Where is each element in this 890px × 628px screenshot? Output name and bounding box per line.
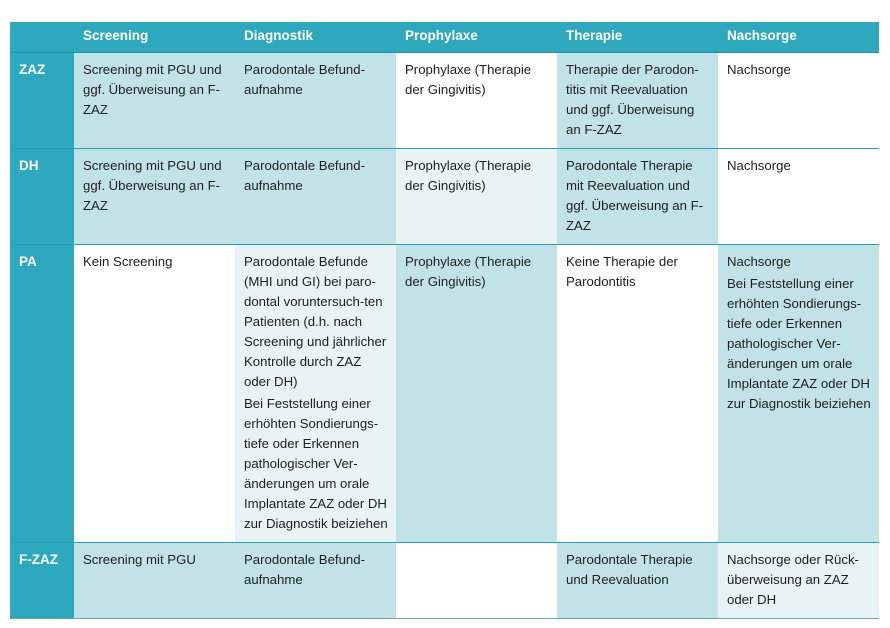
cell-text: Parodontale Befunde (MHI und GI) bei paro-dontal voruntersuch-ten Patienten (d.h. nach Screening und jährlicher Kontrolle durch ZAZ oder DH) xyxy=(244,254,387,389)
cell-text: Therapie der Parodon-titis mit Reevaluation und ggf. Überweisung an F-ZAZ xyxy=(566,62,699,137)
row-label: DH xyxy=(10,149,74,245)
cell-screening xyxy=(74,149,235,245)
cell-text: Prophylaxe (Therapie der Gingivitis) xyxy=(405,158,532,193)
cell-text: Bei Feststellung einer erhöhten Sondierungs-tiefe oder Erkennen pathologischer Ver-änderungen um orale Implantate ZAZ oder DH zur Diagnostik beiziehen xyxy=(727,276,871,411)
cell-diagnostik xyxy=(235,245,396,543)
cell-text: Prophylaxe (Therapie der Gingivitis) xyxy=(405,62,532,97)
header-nachsorge: Nachsorge xyxy=(718,22,879,53)
cell-therapie xyxy=(557,53,718,149)
cell-text: Nachsorge oder Rück-überweisung an ZAZ oder DH xyxy=(727,552,859,607)
cell-text: Parodontale Therapie mit Reevaluation und ggf. Überweisung an F-ZAZ xyxy=(566,158,704,233)
row-label: PA xyxy=(10,245,74,543)
cell-text: Nachsorge xyxy=(727,158,791,173)
cell-text: Parodontale Befund-aufnahme xyxy=(244,62,365,97)
table-header xyxy=(10,22,879,53)
header-corner-cell xyxy=(10,22,74,53)
cell-prophylaxe xyxy=(396,53,557,149)
cell-prophylaxe xyxy=(396,245,557,543)
header-therapie: Therapie xyxy=(557,22,718,53)
cell-text: Screening mit PGU und ggf. Überweisung an F-ZAZ xyxy=(83,158,222,213)
table-row xyxy=(10,245,879,543)
cell-screening xyxy=(74,245,235,543)
cell-screening xyxy=(74,53,235,149)
table-row xyxy=(10,53,879,149)
cell-diagnostik xyxy=(235,53,396,149)
header-screening: Screening xyxy=(74,22,235,53)
cell-text: Parodontale Befund-aufnahme xyxy=(244,158,365,193)
cell-text: Prophylaxe (Therapie der Gingivitis) xyxy=(405,254,532,289)
care-matrix-table xyxy=(10,22,879,619)
cell-text: Screening mit PGU xyxy=(83,552,196,567)
cell-diagnostik xyxy=(235,543,396,619)
cell-screening xyxy=(74,543,235,619)
row-label: F-ZAZ xyxy=(10,543,74,619)
cell-diagnostik xyxy=(235,149,396,245)
cell-nachsorge xyxy=(718,53,879,149)
cell-text: Keine Therapie der Parodontitis xyxy=(566,254,678,289)
cell-text: Nachsorge xyxy=(727,62,791,77)
cell-therapie xyxy=(557,245,718,543)
header-row xyxy=(10,22,879,53)
table-row xyxy=(10,543,879,619)
cell-nachsorge xyxy=(718,543,879,619)
cell-prophylaxe xyxy=(396,543,557,619)
cell-text: Screening mit PGU und ggf. Überweisung an F-ZAZ xyxy=(83,62,222,117)
cell-therapie xyxy=(557,543,718,619)
cell-therapie xyxy=(557,149,718,245)
header-prophylaxe: Prophylaxe xyxy=(396,22,557,53)
cell-text: Parodontale Befund-aufnahme xyxy=(244,552,365,587)
cell-nachsorge xyxy=(718,245,879,543)
cell-text: Nachsorge xyxy=(727,254,791,269)
row-label: ZAZ xyxy=(10,53,74,149)
cell-text: Bei Feststellung einer erhöhten Sondierungs-tiefe oder Erkennen pathologischer Ver-änderungen um orale Implantate ZAZ oder DH zur Diagnostik beiziehen xyxy=(244,396,388,531)
table-row xyxy=(10,149,879,245)
table-body xyxy=(10,53,879,619)
cell-text: Kein Screening xyxy=(83,254,173,269)
cell-text: Parodontale Therapie und Reevaluation xyxy=(566,552,693,587)
cell-nachsorge xyxy=(718,149,879,245)
cell-prophylaxe xyxy=(396,149,557,245)
header-diagnostik: Diagnostik xyxy=(235,22,396,53)
